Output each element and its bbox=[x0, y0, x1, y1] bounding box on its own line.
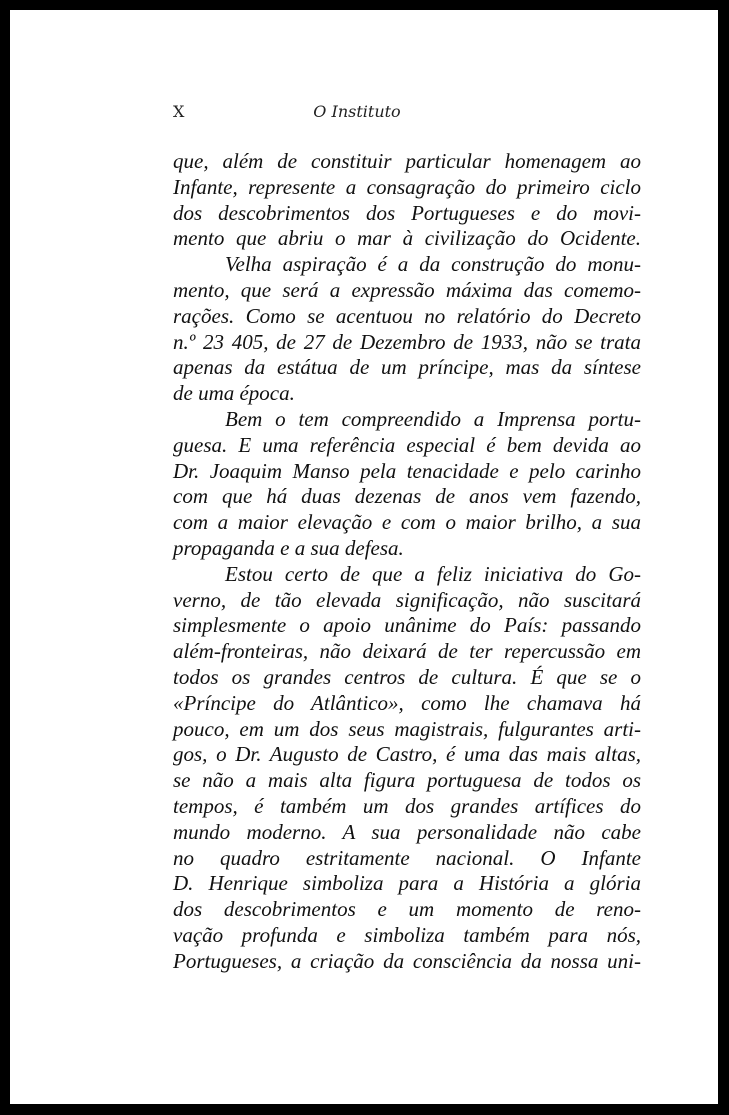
paragraph bbox=[173, 562, 641, 975]
page bbox=[10, 10, 718, 1104]
running-title: O Instituto bbox=[313, 102, 401, 121]
page-number: X bbox=[173, 102, 185, 121]
paragraph bbox=[173, 252, 641, 407]
text-line: com a maior elevação e com o maior brilho, a sua bbox=[173, 510, 641, 535]
text-line: n.º 23 405, de 27 de Dezembro de 1933, não se trata bbox=[173, 329, 641, 354]
text-line: Dr. Joaquim Manso pela tenacidade e pelo carinho bbox=[173, 458, 641, 483]
text-line: apenas da estátua de um príncipe, mas da síntese bbox=[173, 355, 641, 380]
text-line: propaganda e a sua defesa. bbox=[173, 535, 404, 560]
text-line: dos descobrimentos dos Portugueses e do movi- bbox=[173, 200, 641, 225]
text-line: gos, o Dr. Augusto de Castro, é uma das mais altas, bbox=[173, 742, 641, 767]
text-line: que, além de constituir particular homenagem ao bbox=[173, 149, 641, 173]
text-line: todos os grandes centros de cultura. É que se o bbox=[173, 664, 641, 689]
paragraph bbox=[173, 149, 641, 252]
text-line: Bem o tem compreendido a Imprensa portu- bbox=[225, 406, 641, 431]
text-line: Portugueses, a criação da consciência da nossa uni- bbox=[173, 948, 641, 973]
text-line: mundo moderno. A sua personalidade não cabe bbox=[173, 819, 641, 844]
text-line: no quadro estritamente nacional. O Infante bbox=[173, 845, 641, 870]
text-line: Estou certo de que a feliz iniciativa do Go- bbox=[225, 561, 641, 586]
text-line: mento que abriu o mar à civilização do Ocidente. bbox=[173, 226, 641, 251]
paragraph bbox=[173, 407, 641, 562]
text-line: verno, de tão elevada significação, não suscitará bbox=[173, 587, 641, 612]
text-line: guesa. E uma referência especial é bem devida ao bbox=[173, 432, 641, 457]
text-line: pouco, em um dos seus magistrais, fulgurantes arti- bbox=[173, 716, 641, 741]
text-line: vação profunda e simboliza também para nós, bbox=[173, 922, 641, 947]
text-line: de uma época. bbox=[173, 381, 295, 406]
text-line: rações. Como se acentuou no relatório do Decreto bbox=[173, 303, 641, 328]
text-line: simplesmente o apoio unânime do País: passando bbox=[173, 613, 641, 638]
text-line: dos descobrimentos e um momento de reno- bbox=[173, 897, 641, 922]
text-line: além-fronteiras, não deixará de ter repercussão em bbox=[173, 639, 641, 664]
text-line: D. Henrique simboliza para a História a glória bbox=[173, 871, 641, 896]
text-line: Infante, represente a consagração do primeiro ciclo bbox=[173, 174, 641, 199]
text-line: tempos, é também um dos grandes artífices do bbox=[173, 793, 641, 818]
text-line: Velha aspiração é a da construção do monu- bbox=[225, 252, 641, 277]
page-header bbox=[173, 102, 541, 122]
body-text bbox=[173, 149, 641, 975]
text-line: se não a mais alta figura portuguesa de todos os bbox=[173, 768, 641, 793]
text-line: «Príncipe do Atlântico», como lhe chamava há bbox=[173, 690, 641, 715]
text-line: com que há duas dezenas de anos vem fazendo, bbox=[173, 484, 641, 509]
text-line: mento, que será a expressão máxima das comemo- bbox=[173, 277, 641, 302]
